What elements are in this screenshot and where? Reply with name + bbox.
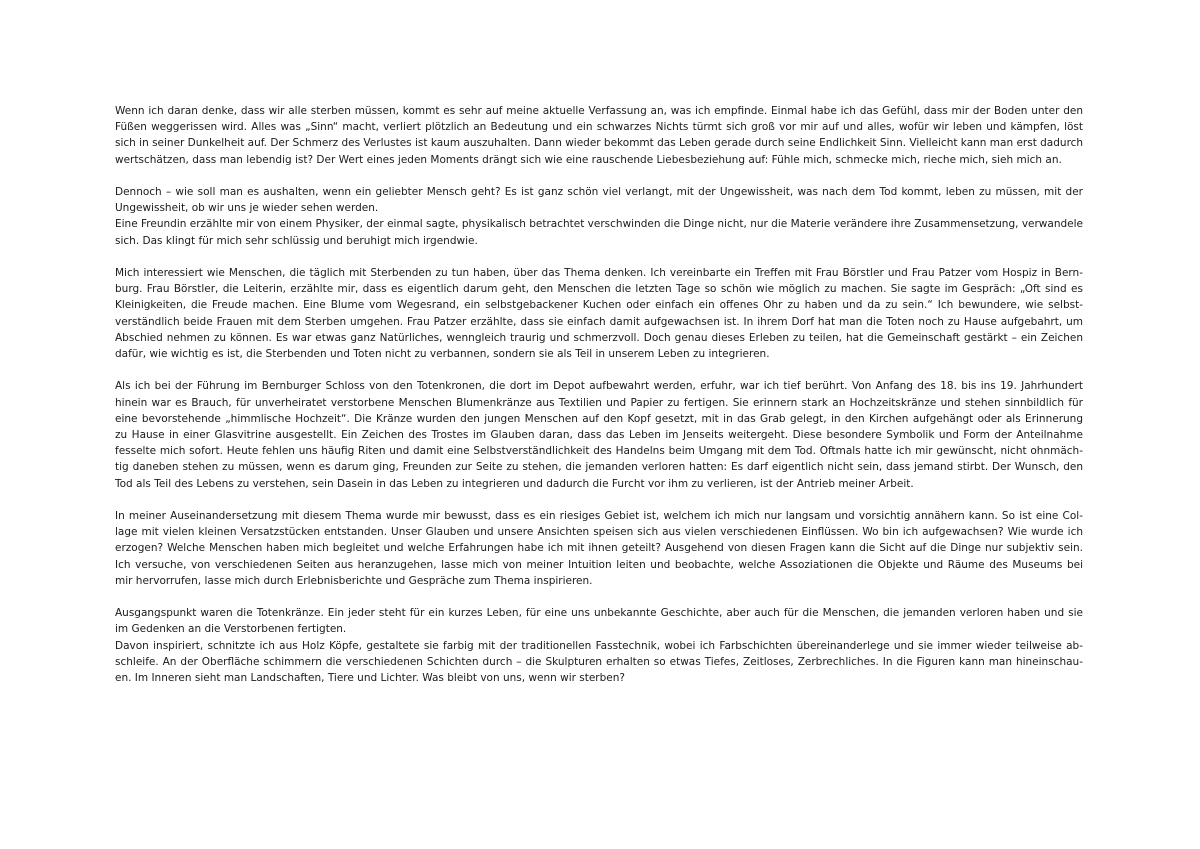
text-line: verständlich beide Frauen mit dem Sterben umgehen. Frau Patzer erzählte, dass sie einfach damit aufgewachsen ist. In ihrem Dorf hat man die Toten noch zu Hause aufgebahrt, um [115,315,1083,328]
paragraph [115,184,1083,249]
text-line: Dennoch – wie soll man es aushalten, wenn ein geliebter Mensch geht? Es ist ganz schön viel verlangt, mit der Ungewissheit, was nach dem Tod kommt, leben zu müssen, mit der [115,186,1083,198]
text-line: Mich interessiert wie Menschen, die täglich mit Sterbenden zu tun haben, über das Thema denken. Ich vereinbarte ein Treffen mit Frau Börstler und Frau Patzer vom Hospiz in Bern- [115,267,1083,279]
text-line: dafür, wie wichtig es ist, die Sterbenden und Toten nicht zu verbannen, sondern sie als Teil in unserem Leben zu integrieren. [115,348,770,361]
text-line: sich. Das klingt für mich sehr schlüssig und beruhigt mich irgendwie. [115,234,478,247]
text-line: fesselte mich sofort. Heute fehlen uns häufig Riten und damit eine Selbstverständlichkeit des Handelns beim Umgang mit dem Tod. Oftmals hatte ich mir gewünscht, nicht ohnmäch- [115,445,1083,458]
text-line: lage mit vielen kleinen Versatzstücken entstanden. Unser Glauben und unsere Ansichten speisen sich aus vielen verschiedenen Einflüssen. Wo bin ich aufgewachsen? Wie wurde ich [115,526,1083,539]
text-line: mir hervorrufen, lasse mich durch Erlebnisberichte und Gespräche zum Thema inspirieren. [115,574,593,587]
text-line: Als ich bei der Führung im Bernburger Schloss von den Totenkronen, die dort im Depot aufbewahrt werden, erfuhr, war ich tief berührt. Von Anfang des 18. bis ins 19. Jahrhundert [115,380,1083,393]
text-line: im Gedenken an die Verstorbenen fertigten. [115,623,347,636]
paragraph [115,508,1083,589]
text-line: en. Im Inneren sieht man Landschaften, Tiere und Lichter. Was bleibt von uns, wenn wir sterben? [115,672,625,685]
text-line: Füßen weggerissen wird. Alles was „Sinn“ macht, verliert plötzlich an Bedeutung und ein schwarzes Nichts türmt sich groß vor mir auf und alles, wofür wir leben und kämpfen, löst [115,121,1083,134]
text-line: Davon inspiriert, schnitzte ich aus Holz Köpfe, gestaltete sie farbig mit der traditionellen Fasstechnik, wobei ich Farbschichten übereinanderlege und sie immer wieder teilweise ab- [115,639,1083,652]
text-line: Kleinigkeiten, die Freude machen. Eine Blume vom Wegesrand, ein selbstgebackener Kuchen oder einfach ein offenes Ohr zu haben und da zu sein.“ Ich bewundere, wie selbst- [115,299,1083,312]
text-line: eine bevorstehende „himmlische Hochzeit“. Die Kränze wurden den jungen Menschen auf den Kopf gesetzt, mit in das Grab gelegt, in den Kirchen aufgehängt oder als Erinnerung [115,412,1083,425]
text-line: zu Hause in einer Glasvitrine ausgestellt. Ein Zeichen des Trostes im Glauben daran, dass das Leben im Jenseits weitergeht. Diese besondere Symbolik und Form der Anteilnahme [115,429,1083,442]
paragraph [115,265,1083,362]
paragraph [115,378,1083,491]
text-line: burg. Frau Börstler, die Leiterin, erzählte mir, dass es eigentlich darum geht, den Menschen die letzten Tage so schön wie möglich zu machen. Sie sagte im Gespräch: „Oft sind es [115,283,1083,296]
text-line: sich in seiner Dunkelheit auf. Der Schmerz des Verlustes ist kaum auszuhalten. Dann wieder bekommt das Leben gerade durch seine Endlichkeit Sinn. Vielleicht kann man erst dadurch [115,137,1084,150]
text-line: wertschätzen, dass man lebendig ist? Der Wert eines jeden Moments drängt sich wie eine rauschende Liebesbeziehung auf: Fühle mich, schmecke mich, rieche mich, sieh mich an. [115,153,1062,166]
text-line: Wenn ich daran denke, dass wir alle sterben müssen, kommt es sehr auf meine aktuelle Verfassung an, was ich empfinde. Einmal habe ich das Gefühl, dass mir der Boden unter den [115,105,1083,117]
text-line: Ausgangspunkt waren die Totenkränze. Ein jeder steht für ein kurzes Leben, für eine uns unbekannte Geschichte, aber auch für die Menschen, die jemanden verloren haben und sie [115,607,1083,620]
text-line: tig daneben stehen zu müssen, wenn es darum ging, Freunden zur Seite zu stehen, die jemanden verloren hatten: Es darf eigentlich nicht sein, dass jemand stirbt. Der Wunsch, den [115,461,1083,474]
text-line: erzogen? Welche Menschen haben mich begleitet und welche Erfahrungen habe ich mit ihnen geteilt? Ausgehend von diesen Fragen kann die Sicht auf die Dinge nur subjektiv sein. [115,542,1083,555]
paragraph [115,605,1083,686]
text-line: Ungewissheit, ob wir uns je wieder sehen werden. [115,202,379,215]
paragraph [115,103,1083,168]
text-line: Tod als Teil des Lebens zu verstehen, sein Dasein in das Leben zu integrieren und dadurch die Furcht vor ihm zu verlieren, ist der Antrieb meiner Arbeit. [115,477,914,490]
text-line: schleife. An der Oberfläche schimmern die verschiedenen Schichten durch – die Skulpturen erhalten so etwas Tiefes, Zeitloses, Zerbrechliches. In die Figuren kann man hineinschau- [115,655,1083,668]
text-line: Abschied nehmen zu können. Es war etwas ganz Natürliches, wenngleich traurig und schmerzvoll. Doch genau dieses Erleben zu teilen, hat die Gemeinschaft gestärkt – ein Zeichen [115,331,1083,344]
document-body [115,103,1083,702]
text-line: Ich versuche, von verschiedenen Seiten aus heranzugehen, lasse mich von meiner Intuition leiten und beobachte, welche Assoziationen die Objekte und Räume des Museums bei [115,558,1083,571]
text-line: Eine Freundin erzählte mir von einem Physiker, der einmal sagte, physikalisch betrachtet verschwinden die Dinge nicht, nur die Materie verändere ihre Zusammensetzung, verwandele [115,218,1083,231]
text-line: In meiner Auseinandersetzung mit diesem Thema wurde mir bewusst, dass es ein riesiges Gebiet ist, welchem ich mich nur langsam und vorsichtig annähern kann. So ist eine Col- [115,510,1083,523]
text-line: hinein war es Brauch, für unverheiratet verstorbene Menschen Blumenkränze aus Textilien und Papier zu fertigen. Sie erinnern stark an Hochzeitskränze und stehen sinnbildlich für [115,396,1083,409]
